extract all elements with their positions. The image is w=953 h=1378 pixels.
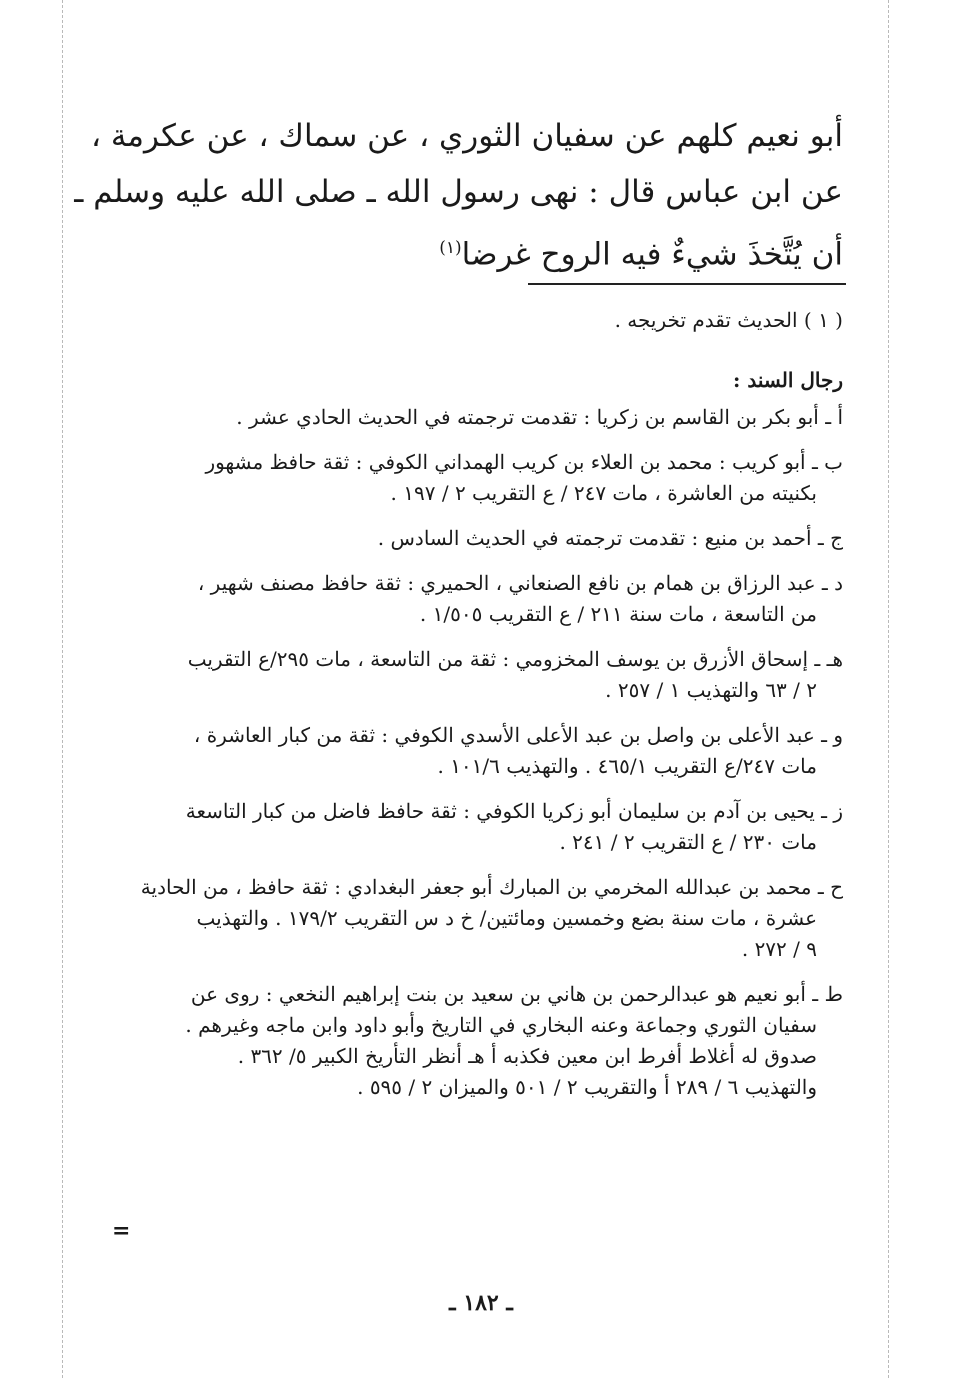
entry-line: أ ـ أبو بكر بن القاسم بن زكريا : تقدمت ترجمته في الحديث الحادي عشر . [236, 405, 843, 429]
entry-line: مات ٢٤٧/ع التقريب ٤٦٥/١ . والتهذيب ١٠١/٦ . [437, 754, 817, 778]
entry-line: ج ـ أحمد بن منيع : تقدمت ترجمته في الحديث السادس . [377, 526, 843, 550]
annotations-section [113, 300, 843, 1117]
footnote-separator [528, 283, 846, 285]
entry-line: ز ـ يحيى بن آدم بن سليمان أبو زكريا الكوفي : ثقة حافظ فاضل من كبار التاسعة [185, 799, 843, 823]
entry-line: ط ـ أبو نعيم هو عبدالرحمن بن هاني بن سعيد بن بنت إبراهيم النخعي : روى عن [190, 982, 843, 1006]
right-margin-guide [888, 0, 889, 1378]
narrator-entry-w [113, 720, 843, 782]
narrator-entry-h [113, 644, 843, 706]
narrator-entry-b [113, 447, 843, 509]
hadith-line-2: عن ابن عباس قال : نهى رسول الله ـ صلى الله عليه وسلم ـ [74, 174, 843, 210]
hadith-line-3 [113, 220, 843, 282]
narrator-entry-ha [113, 872, 843, 965]
entry-line: بكنيته من العاشرة ، مات ٢٤٧ / ع التقريب ٢ / ١٩٧ . [390, 481, 817, 505]
entry-line: و ـ عبد الأعلى بن واصل بن عبد الأعلى الأسدي الكوفي : ثقة من كبار العاشرة ، [193, 723, 843, 747]
entry-line: من التاسعة ، مات سنة ٢١١ / ع التقريب ١/٥٠٥ . [419, 602, 817, 626]
entry-line: هـ ـ إسحاق الأزرق بن يوسف المخزومي : ثقة من التاسعة ، مات ٢٩٥/ع التقريب [187, 647, 843, 671]
page-number: ـ ١٨٢ ـ [449, 1290, 513, 1316]
entry-line: مات ٢٣٠ / ع التقريب ٢ / ٢٤١ . [559, 830, 817, 854]
entry-line: عشرة ، مات سنة بضع وخمسين ومائتين/ خ د س التقريب ١٧٩/٢ . والتهذيب [196, 906, 817, 930]
entry-line: ب ـ أبو كريب : محمد بن العلاء بن كريب الهمداني الكوفي : ثقة حافظ مشهور [205, 450, 843, 474]
entry-line: صدوق له أغلاط أفرط ابن معين فكذبه أ هـ أنظر التأريخ الكبير ٥/ ٣٦٢ . [237, 1044, 817, 1068]
entry-line: والتهذيب ٦ / ٢٨٩ أ والتقريب ٢ / ٥٠١ والميزان ٢ / ٥٩٥ . [357, 1075, 817, 1099]
hadith-line-3-text: أن يُتَّخذَ شيءٌ فيه الروح غرضا [461, 236, 843, 273]
narrator-entry-c [113, 523, 843, 554]
entry-line: ٢ / ٦٣ والتهذيب ١ / ٢٥٧ . [605, 678, 817, 702]
narrator-entry-a [113, 402, 843, 433]
entry-line: ح ـ محمد بن عبدالله المخرمي بن المبارك أبو جعفر البغدادي : ثقة حافظ ، من الحادية [140, 875, 843, 899]
entry-line: د ـ عبد الرزاق بن همام بن نافع الصنعاني ، الحميري : ثقة حافظ مصنف شهير ، [197, 571, 843, 595]
narrator-entry-z [113, 796, 843, 858]
entry-line: سفيان الثوري وجماعة وعنه البخاري في التاريخ وأبو داود وابن ماجه وغيرهم . [185, 1013, 817, 1037]
hadith-text [74, 108, 843, 282]
section-heading: رجال السند : [733, 368, 843, 392]
entry-line: ٩ / ٢٧٢ . [741, 937, 817, 961]
footnote: ( ١ ) الحديث تقدم تخريجه . [614, 308, 843, 332]
narrator-entry-t [113, 979, 843, 1103]
hadith-line-1: أبو نعيم كلهم عن سفيان الثوري ، عن سماك ، عن عكرمة ، [90, 118, 843, 154]
footnote-reference: (١) [439, 238, 462, 258]
narrator-entry-d [113, 568, 843, 630]
left-margin-guide [62, 0, 63, 1378]
continuation-mark: = [112, 1218, 131, 1244]
